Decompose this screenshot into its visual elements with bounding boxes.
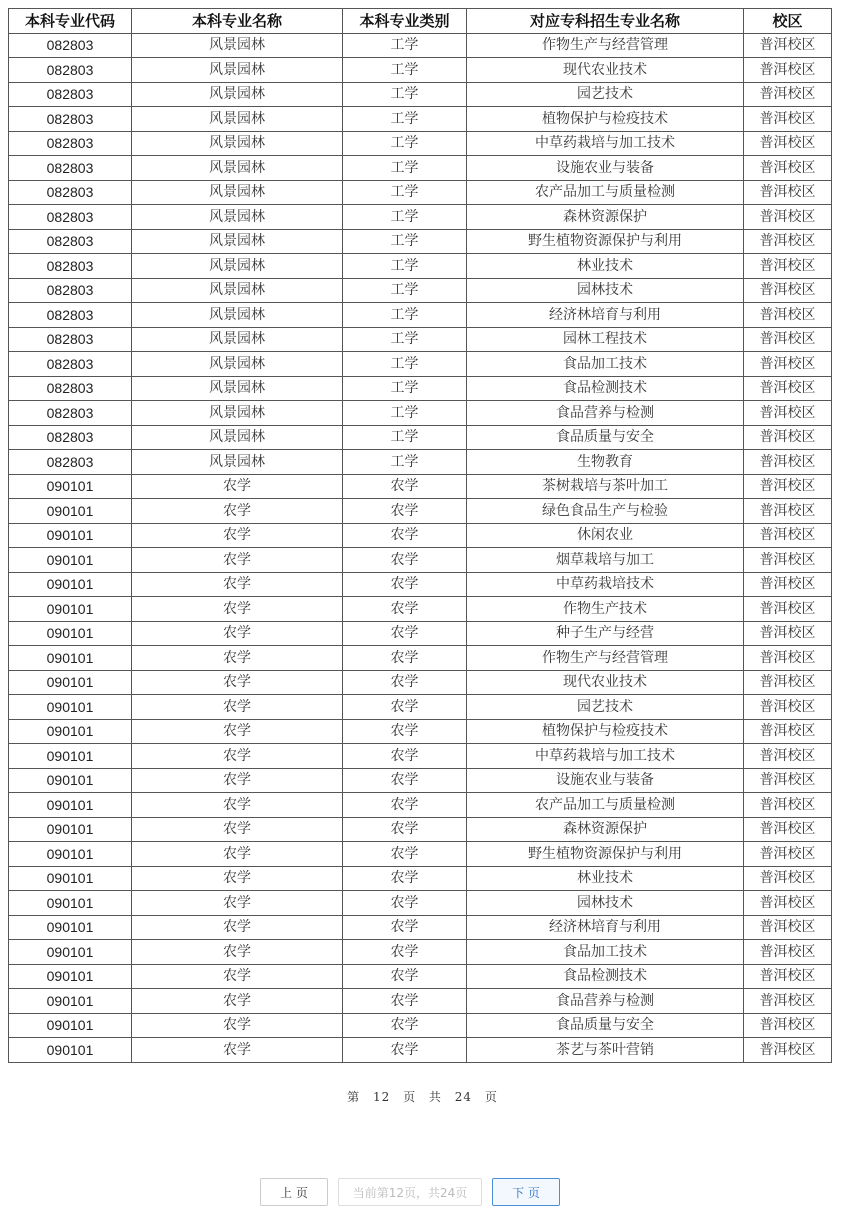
major-name-cell: 农学 <box>132 768 343 793</box>
major-code-cell: 090101 <box>9 842 132 867</box>
major-category-cell: 农学 <box>343 1038 467 1063</box>
campus-cell: 普洱校区 <box>744 548 832 573</box>
major-code-cell: 090101 <box>9 646 132 671</box>
major-category-cell: 工学 <box>343 58 467 83</box>
campus-cell: 普洱校区 <box>744 278 832 303</box>
table-row <box>9 866 832 891</box>
major-code-cell: 082803 <box>9 229 132 254</box>
junior-major-cell: 食品加工技术 <box>467 940 744 965</box>
major-name-cell: 农学 <box>132 719 343 744</box>
major-name-cell: 农学 <box>132 474 343 499</box>
header-major-category: 本科专业类别 <box>343 9 467 34</box>
junior-major-cell: 农产品加工与质量检测 <box>467 793 744 818</box>
campus-cell: 普洱校区 <box>744 866 832 891</box>
prev-page-button[interactable]: 上 页 <box>260 1178 328 1206</box>
campus-cell: 普洱校区 <box>744 474 832 499</box>
junior-major-cell: 食品营养与检测 <box>467 401 744 426</box>
major-category-cell: 农学 <box>343 621 467 646</box>
table-row <box>9 817 832 842</box>
table-row <box>9 474 832 499</box>
junior-major-cell: 食品加工技术 <box>467 352 744 377</box>
table-row <box>9 646 832 671</box>
major-category-cell: 工学 <box>343 425 467 450</box>
campus-cell: 普洱校区 <box>744 58 832 83</box>
table-row <box>9 499 832 524</box>
junior-major-cell: 作物生产与经营管理 <box>467 646 744 671</box>
table-row <box>9 1013 832 1038</box>
major-category-cell: 工学 <box>343 33 467 58</box>
major-category-cell: 工学 <box>343 254 467 279</box>
major-name-cell: 农学 <box>132 817 343 842</box>
campus-cell: 普洱校区 <box>744 964 832 989</box>
major-name-cell: 农学 <box>132 670 343 695</box>
junior-major-cell: 经济林培育与利用 <box>467 915 744 940</box>
campus-cell: 普洱校区 <box>744 254 832 279</box>
major-category-cell: 工学 <box>343 278 467 303</box>
table-row <box>9 425 832 450</box>
junior-major-cell: 设施农业与装备 <box>467 156 744 181</box>
major-code-cell: 082803 <box>9 254 132 279</box>
table-row <box>9 572 832 597</box>
major-code-cell: 082803 <box>9 401 132 426</box>
major-code-cell: 082803 <box>9 327 132 352</box>
major-name-cell: 风景园林 <box>132 327 343 352</box>
major-code-cell: 082803 <box>9 82 132 107</box>
junior-major-cell: 生物教育 <box>467 450 744 475</box>
junior-major-cell: 林业技术 <box>467 254 744 279</box>
major-name-cell: 农学 <box>132 744 343 769</box>
junior-major-cell: 休闲农业 <box>467 523 744 548</box>
major-name-cell: 农学 <box>132 499 343 524</box>
major-category-cell: 农学 <box>343 1013 467 1038</box>
junior-major-cell: 现代农业技术 <box>467 58 744 83</box>
campus-cell: 普洱校区 <box>744 156 832 181</box>
junior-major-cell: 野生植物资源保护与利用 <box>467 229 744 254</box>
table-row <box>9 33 832 58</box>
campus-cell: 普洱校区 <box>744 303 832 328</box>
major-code-cell: 090101 <box>9 817 132 842</box>
campus-cell: 普洱校区 <box>744 940 832 965</box>
major-category-cell: 农学 <box>343 474 467 499</box>
campus-cell: 普洱校区 <box>744 768 832 793</box>
junior-major-cell: 现代农业技术 <box>467 670 744 695</box>
major-category-cell: 工学 <box>343 82 467 107</box>
major-category-cell: 工学 <box>343 352 467 377</box>
table-row <box>9 229 832 254</box>
major-code-cell: 090101 <box>9 572 132 597</box>
major-name-cell: 农学 <box>132 1013 343 1038</box>
table-row <box>9 597 832 622</box>
header-major-name: 本科专业名称 <box>132 9 343 34</box>
major-name-cell: 风景园林 <box>132 278 343 303</box>
table-row <box>9 695 832 720</box>
campus-cell: 普洱校区 <box>744 82 832 107</box>
junior-major-cell: 中草药栽培与加工技术 <box>467 131 744 156</box>
major-name-cell: 风景园林 <box>132 425 343 450</box>
major-name-cell: 农学 <box>132 964 343 989</box>
campus-cell: 普洱校区 <box>744 842 832 867</box>
table-row <box>9 719 832 744</box>
major-code-cell: 090101 <box>9 474 132 499</box>
major-name-cell: 风景园林 <box>132 450 343 475</box>
campus-cell: 普洱校区 <box>744 131 832 156</box>
table-row <box>9 548 832 573</box>
major-name-cell: 农学 <box>132 793 343 818</box>
major-code-cell: 082803 <box>9 450 132 475</box>
campus-cell: 普洱校区 <box>744 1013 832 1038</box>
major-category-cell: 农学 <box>343 768 467 793</box>
major-category-cell: 工学 <box>343 107 467 132</box>
table-row <box>9 744 832 769</box>
campus-cell: 普洱校区 <box>744 793 832 818</box>
table-row <box>9 401 832 426</box>
major-name-cell: 农学 <box>132 891 343 916</box>
table-row <box>9 793 832 818</box>
major-code-cell: 090101 <box>9 695 132 720</box>
campus-cell: 普洱校区 <box>744 646 832 671</box>
table-row <box>9 915 832 940</box>
junior-major-cell: 作物生产与经营管理 <box>467 33 744 58</box>
major-category-cell: 农学 <box>343 646 467 671</box>
major-category-cell: 农学 <box>343 964 467 989</box>
header-junior-major: 对应专科招生专业名称 <box>467 9 744 34</box>
major-name-cell: 农学 <box>132 597 343 622</box>
major-name-cell: 农学 <box>132 1038 343 1063</box>
table-row <box>9 58 832 83</box>
page-indicator-total: 24 <box>454 1090 473 1104</box>
major-code-cell: 090101 <box>9 915 132 940</box>
major-code-cell: 090101 <box>9 768 132 793</box>
major-name-cell: 风景园林 <box>132 156 343 181</box>
junior-major-cell: 种子生产与经营 <box>467 621 744 646</box>
table-row <box>9 107 832 132</box>
major-code-cell: 090101 <box>9 793 132 818</box>
major-name-cell: 农学 <box>132 621 343 646</box>
major-code-cell: 082803 <box>9 180 132 205</box>
junior-major-cell: 森林资源保护 <box>467 205 744 230</box>
major-category-cell: 工学 <box>343 180 467 205</box>
table-row <box>9 964 832 989</box>
campus-cell: 普洱校区 <box>744 327 832 352</box>
table-row <box>9 82 832 107</box>
major-category-cell: 农学 <box>343 915 467 940</box>
junior-major-cell: 中草药栽培技术 <box>467 572 744 597</box>
major-category-cell: 农学 <box>343 744 467 769</box>
campus-cell: 普洱校区 <box>744 180 832 205</box>
campus-cell: 普洱校区 <box>744 33 832 58</box>
majors-table <box>8 8 832 1063</box>
junior-major-cell: 设施农业与装备 <box>467 768 744 793</box>
major-name-cell: 农学 <box>132 940 343 965</box>
major-category-cell: 农学 <box>343 817 467 842</box>
major-name-cell: 风景园林 <box>132 254 343 279</box>
major-name-cell: 风景园林 <box>132 107 343 132</box>
table-row <box>9 352 832 377</box>
table-row <box>9 131 832 156</box>
major-code-cell: 090101 <box>9 499 132 524</box>
major-code-cell: 082803 <box>9 33 132 58</box>
junior-major-cell: 园林技术 <box>467 278 744 303</box>
table-row <box>9 670 832 695</box>
major-category-cell: 农学 <box>343 548 467 573</box>
major-category-cell: 农学 <box>343 719 467 744</box>
table-row <box>9 891 832 916</box>
junior-major-cell: 茶树栽培与茶叶加工 <box>467 474 744 499</box>
junior-major-cell: 食品检测技术 <box>467 964 744 989</box>
campus-cell: 普洱校区 <box>744 597 832 622</box>
major-category-cell: 农学 <box>343 670 467 695</box>
table-row <box>9 940 832 965</box>
table-row <box>9 180 832 205</box>
major-code-cell: 090101 <box>9 1038 132 1063</box>
campus-cell: 普洱校区 <box>744 205 832 230</box>
major-code-cell: 090101 <box>9 744 132 769</box>
campus-cell: 普洱校区 <box>744 695 832 720</box>
campus-cell: 普洱校区 <box>744 425 832 450</box>
junior-major-cell: 野生植物资源保护与利用 <box>467 842 744 867</box>
major-code-cell: 090101 <box>9 597 132 622</box>
table-row <box>9 450 832 475</box>
major-category-cell: 工学 <box>343 303 467 328</box>
major-name-cell: 风景园林 <box>132 33 343 58</box>
major-category-cell: 农学 <box>343 695 467 720</box>
junior-major-cell: 作物生产技术 <box>467 597 744 622</box>
junior-major-cell: 植物保护与检疫技术 <box>467 719 744 744</box>
major-name-cell: 风景园林 <box>132 180 343 205</box>
pager <box>0 1178 845 1208</box>
major-category-cell: 工学 <box>343 376 467 401</box>
header-row <box>9 9 832 34</box>
major-category-cell: 农学 <box>343 572 467 597</box>
major-name-cell: 农学 <box>132 695 343 720</box>
campus-cell: 普洱校区 <box>744 229 832 254</box>
major-code-cell: 082803 <box>9 303 132 328</box>
campus-cell: 普洱校区 <box>744 670 832 695</box>
table-row <box>9 205 832 230</box>
campus-cell: 普洱校区 <box>744 744 832 769</box>
major-name-cell: 风景园林 <box>132 229 343 254</box>
junior-major-cell: 农产品加工与质量检测 <box>467 180 744 205</box>
major-name-cell: 农学 <box>132 572 343 597</box>
junior-major-cell: 烟草栽培与加工 <box>467 548 744 573</box>
table-row <box>9 327 832 352</box>
page-indicator-gong: 共 <box>428 1090 442 1104</box>
junior-major-cell: 林业技术 <box>467 866 744 891</box>
major-category-cell: 农学 <box>343 940 467 965</box>
major-code-cell: 082803 <box>9 156 132 181</box>
header-major-code: 本科专业代码 <box>9 9 132 34</box>
campus-cell: 普洱校区 <box>744 401 832 426</box>
major-category-cell: 工学 <box>343 327 467 352</box>
campus-cell: 普洱校区 <box>744 572 832 597</box>
major-code-cell: 082803 <box>9 205 132 230</box>
major-code-cell: 090101 <box>9 621 132 646</box>
major-category-cell: 工学 <box>343 401 467 426</box>
table-row <box>9 523 832 548</box>
campus-cell: 普洱校区 <box>744 1038 832 1063</box>
table-row <box>9 768 832 793</box>
current-page-label: 当前第12页，共24页 <box>338 1178 482 1206</box>
table-body <box>9 33 832 1062</box>
major-category-cell: 工学 <box>343 229 467 254</box>
major-name-cell: 农学 <box>132 866 343 891</box>
campus-cell: 普洱校区 <box>744 915 832 940</box>
major-name-cell: 风景园林 <box>132 131 343 156</box>
junior-major-cell: 园艺技术 <box>467 695 744 720</box>
page-indicator-current: 12 <box>372 1090 391 1104</box>
major-category-cell: 农学 <box>343 989 467 1014</box>
campus-cell: 普洱校区 <box>744 376 832 401</box>
junior-major-cell: 经济林培育与利用 <box>467 303 744 328</box>
major-code-cell: 082803 <box>9 352 132 377</box>
junior-major-cell: 园林工程技术 <box>467 327 744 352</box>
table-row <box>9 621 832 646</box>
major-name-cell: 风景园林 <box>132 401 343 426</box>
major-code-cell: 090101 <box>9 891 132 916</box>
campus-cell: 普洱校区 <box>744 719 832 744</box>
major-code-cell: 082803 <box>9 425 132 450</box>
major-name-cell: 风景园林 <box>132 376 343 401</box>
header-campus: 校区 <box>744 9 832 34</box>
campus-cell: 普洱校区 <box>744 989 832 1014</box>
junior-major-cell: 绿色食品生产与检验 <box>467 499 744 524</box>
major-name-cell: 农学 <box>132 989 343 1014</box>
table-row <box>9 989 832 1014</box>
table-row <box>9 156 832 181</box>
major-name-cell: 风景园林 <box>132 303 343 328</box>
table-row <box>9 842 832 867</box>
major-category-cell: 农学 <box>343 793 467 818</box>
major-name-cell: 风景园林 <box>132 82 343 107</box>
table-header <box>9 9 832 34</box>
table-row <box>9 303 832 328</box>
major-code-cell: 090101 <box>9 523 132 548</box>
major-name-cell: 农学 <box>132 523 343 548</box>
major-category-cell: 农学 <box>343 866 467 891</box>
major-name-cell: 农学 <box>132 915 343 940</box>
major-code-cell: 082803 <box>9 278 132 303</box>
table-row <box>9 376 832 401</box>
junior-major-cell: 园艺技术 <box>467 82 744 107</box>
major-code-cell: 090101 <box>9 964 132 989</box>
junior-major-cell: 食品质量与安全 <box>467 1013 744 1038</box>
major-name-cell: 农学 <box>132 646 343 671</box>
junior-major-cell: 茶艺与茶叶营销 <box>467 1038 744 1063</box>
major-code-cell: 090101 <box>9 1013 132 1038</box>
junior-major-cell: 食品质量与安全 <box>467 425 744 450</box>
major-category-cell: 工学 <box>343 450 467 475</box>
major-category-cell: 农学 <box>343 842 467 867</box>
page-indicator-ye-end: 页 <box>484 1090 498 1104</box>
next-page-button[interactable]: 下 页 <box>492 1178 560 1206</box>
major-name-cell: 风景园林 <box>132 352 343 377</box>
table-row <box>9 278 832 303</box>
major-code-cell: 082803 <box>9 58 132 83</box>
campus-cell: 普洱校区 <box>744 499 832 524</box>
page-indicator <box>0 1088 845 1105</box>
major-category-cell: 农学 <box>343 891 467 916</box>
major-name-cell: 农学 <box>132 842 343 867</box>
table-row <box>9 254 832 279</box>
campus-cell: 普洱校区 <box>744 621 832 646</box>
junior-major-cell: 食品营养与检测 <box>467 989 744 1014</box>
major-code-cell: 090101 <box>9 866 132 891</box>
major-name-cell: 风景园林 <box>132 205 343 230</box>
junior-major-cell: 园林技术 <box>467 891 744 916</box>
major-category-cell: 农学 <box>343 499 467 524</box>
major-category-cell: 工学 <box>343 205 467 230</box>
junior-major-cell: 植物保护与检疫技术 <box>467 107 744 132</box>
major-code-cell: 082803 <box>9 107 132 132</box>
major-name-cell: 农学 <box>132 548 343 573</box>
major-code-cell: 090101 <box>9 719 132 744</box>
major-code-cell: 090101 <box>9 670 132 695</box>
campus-cell: 普洱校区 <box>744 891 832 916</box>
major-code-cell: 082803 <box>9 131 132 156</box>
campus-cell: 普洱校区 <box>744 352 832 377</box>
major-code-cell: 090101 <box>9 940 132 965</box>
campus-cell: 普洱校区 <box>744 450 832 475</box>
campus-cell: 普洱校区 <box>744 107 832 132</box>
major-category-cell: 工学 <box>343 156 467 181</box>
major-code-cell: 090101 <box>9 548 132 573</box>
campus-cell: 普洱校区 <box>744 523 832 548</box>
major-category-cell: 工学 <box>343 131 467 156</box>
major-name-cell: 风景园林 <box>132 58 343 83</box>
junior-major-cell: 中草药栽培与加工技术 <box>467 744 744 769</box>
campus-cell: 普洱校区 <box>744 817 832 842</box>
major-category-cell: 农学 <box>343 597 467 622</box>
junior-major-cell: 食品检测技术 <box>467 376 744 401</box>
major-code-cell: 090101 <box>9 989 132 1014</box>
major-code-cell: 082803 <box>9 376 132 401</box>
page-indicator-ye: 页 <box>403 1090 417 1104</box>
major-category-cell: 农学 <box>343 523 467 548</box>
page-indicator-di: 第 <box>347 1090 361 1104</box>
table-row <box>9 1038 832 1063</box>
junior-major-cell: 森林资源保护 <box>467 817 744 842</box>
